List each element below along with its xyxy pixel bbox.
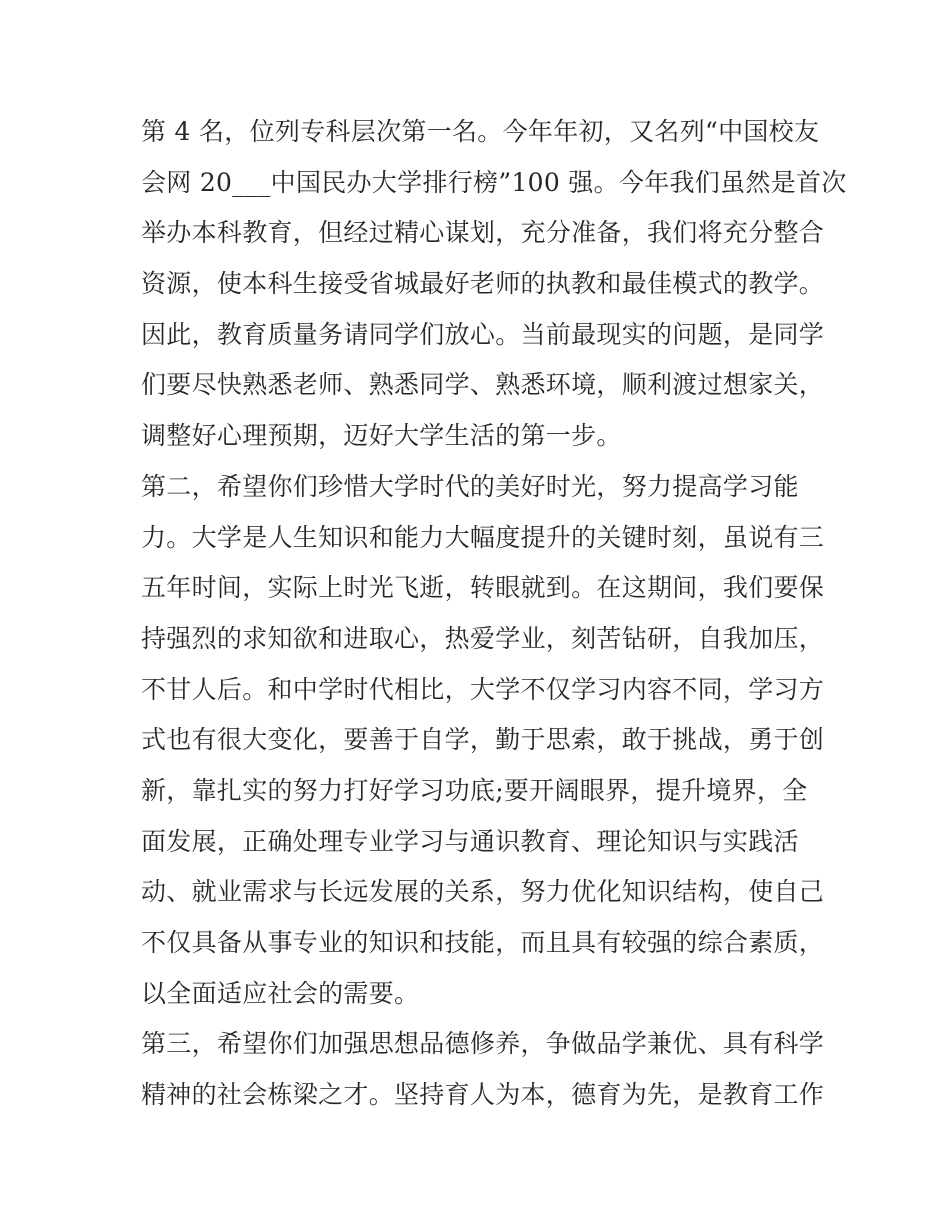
text-line: 精神的社会栋梁之才。坚持育人为本，德育为先，是教育工作 — [141, 1080, 825, 1110]
text-line: 资源，使本科生接受省城最好老师的执教和最佳模式的教学。 — [141, 269, 825, 299]
text-line: 第 4 名，位列专科层次第一名。今年年初，又名列“中国校友 — [141, 117, 820, 146]
text-line: 五年时间，实际上时光飞逝，转眼就到。在这期间，我们要保 — [141, 573, 825, 603]
text-line: 们要尽快熟悉老师、熟悉同学、熟悉环境，顺利渡过想家关， — [141, 370, 825, 400]
text-line: 新，靠扎实的努力打好学习功底;要开阔眼界，提升境界，全 — [141, 775, 808, 805]
text-line: 会网 20___中国民办大学排行榜”100 强。今年我们虽然是首次 — [141, 167, 847, 197]
text-line: 举办本科教育，但经过精心谋划，充分准备，我们将充分整合 — [141, 218, 825, 248]
text-line: 以全面适应社会的需要。 — [141, 978, 420, 1008]
body-text — [141, 107, 847, 1121]
text-line: 式也有很大变化，要善于自学，勤于思索，敢于挑战，勇于创 — [141, 725, 825, 755]
text-line: 动、就业需求与长远发展的关系，努力优化知识结构，使自己 — [141, 877, 825, 907]
text-line: 力。大学是人生知识和能力大幅度提升的关键时刻，虽说有三 — [141, 522, 825, 552]
text-line: 不甘人后。和中学时代相比，大学不仅学习内容不同，学习方 — [141, 674, 825, 704]
text-line: 因此，教育质量务请同学们放心。当前最现实的问题，是同学 — [141, 319, 825, 349]
text-line: 面发展，正确处理专业学习与通识教育、理论知识与实践活 — [141, 826, 799, 856]
text-line: 持强烈的求知欲和进取心，热爱学业，刻苦钻研，自我加压， — [141, 623, 825, 653]
text-line: 第二，希望你们珍惜大学时代的美好时光，努力提高学习能 — [141, 471, 799, 501]
text-line: 调整好心理预期，迈好大学生活的第一步。 — [141, 421, 622, 451]
text-line: 第三，希望你们加强思想品德修养，争做品学兼优、具有科学 — [141, 1029, 825, 1059]
text-line: 不仅具备从事专业的知识和技能，而且具有较强的综合素质， — [141, 928, 825, 957]
